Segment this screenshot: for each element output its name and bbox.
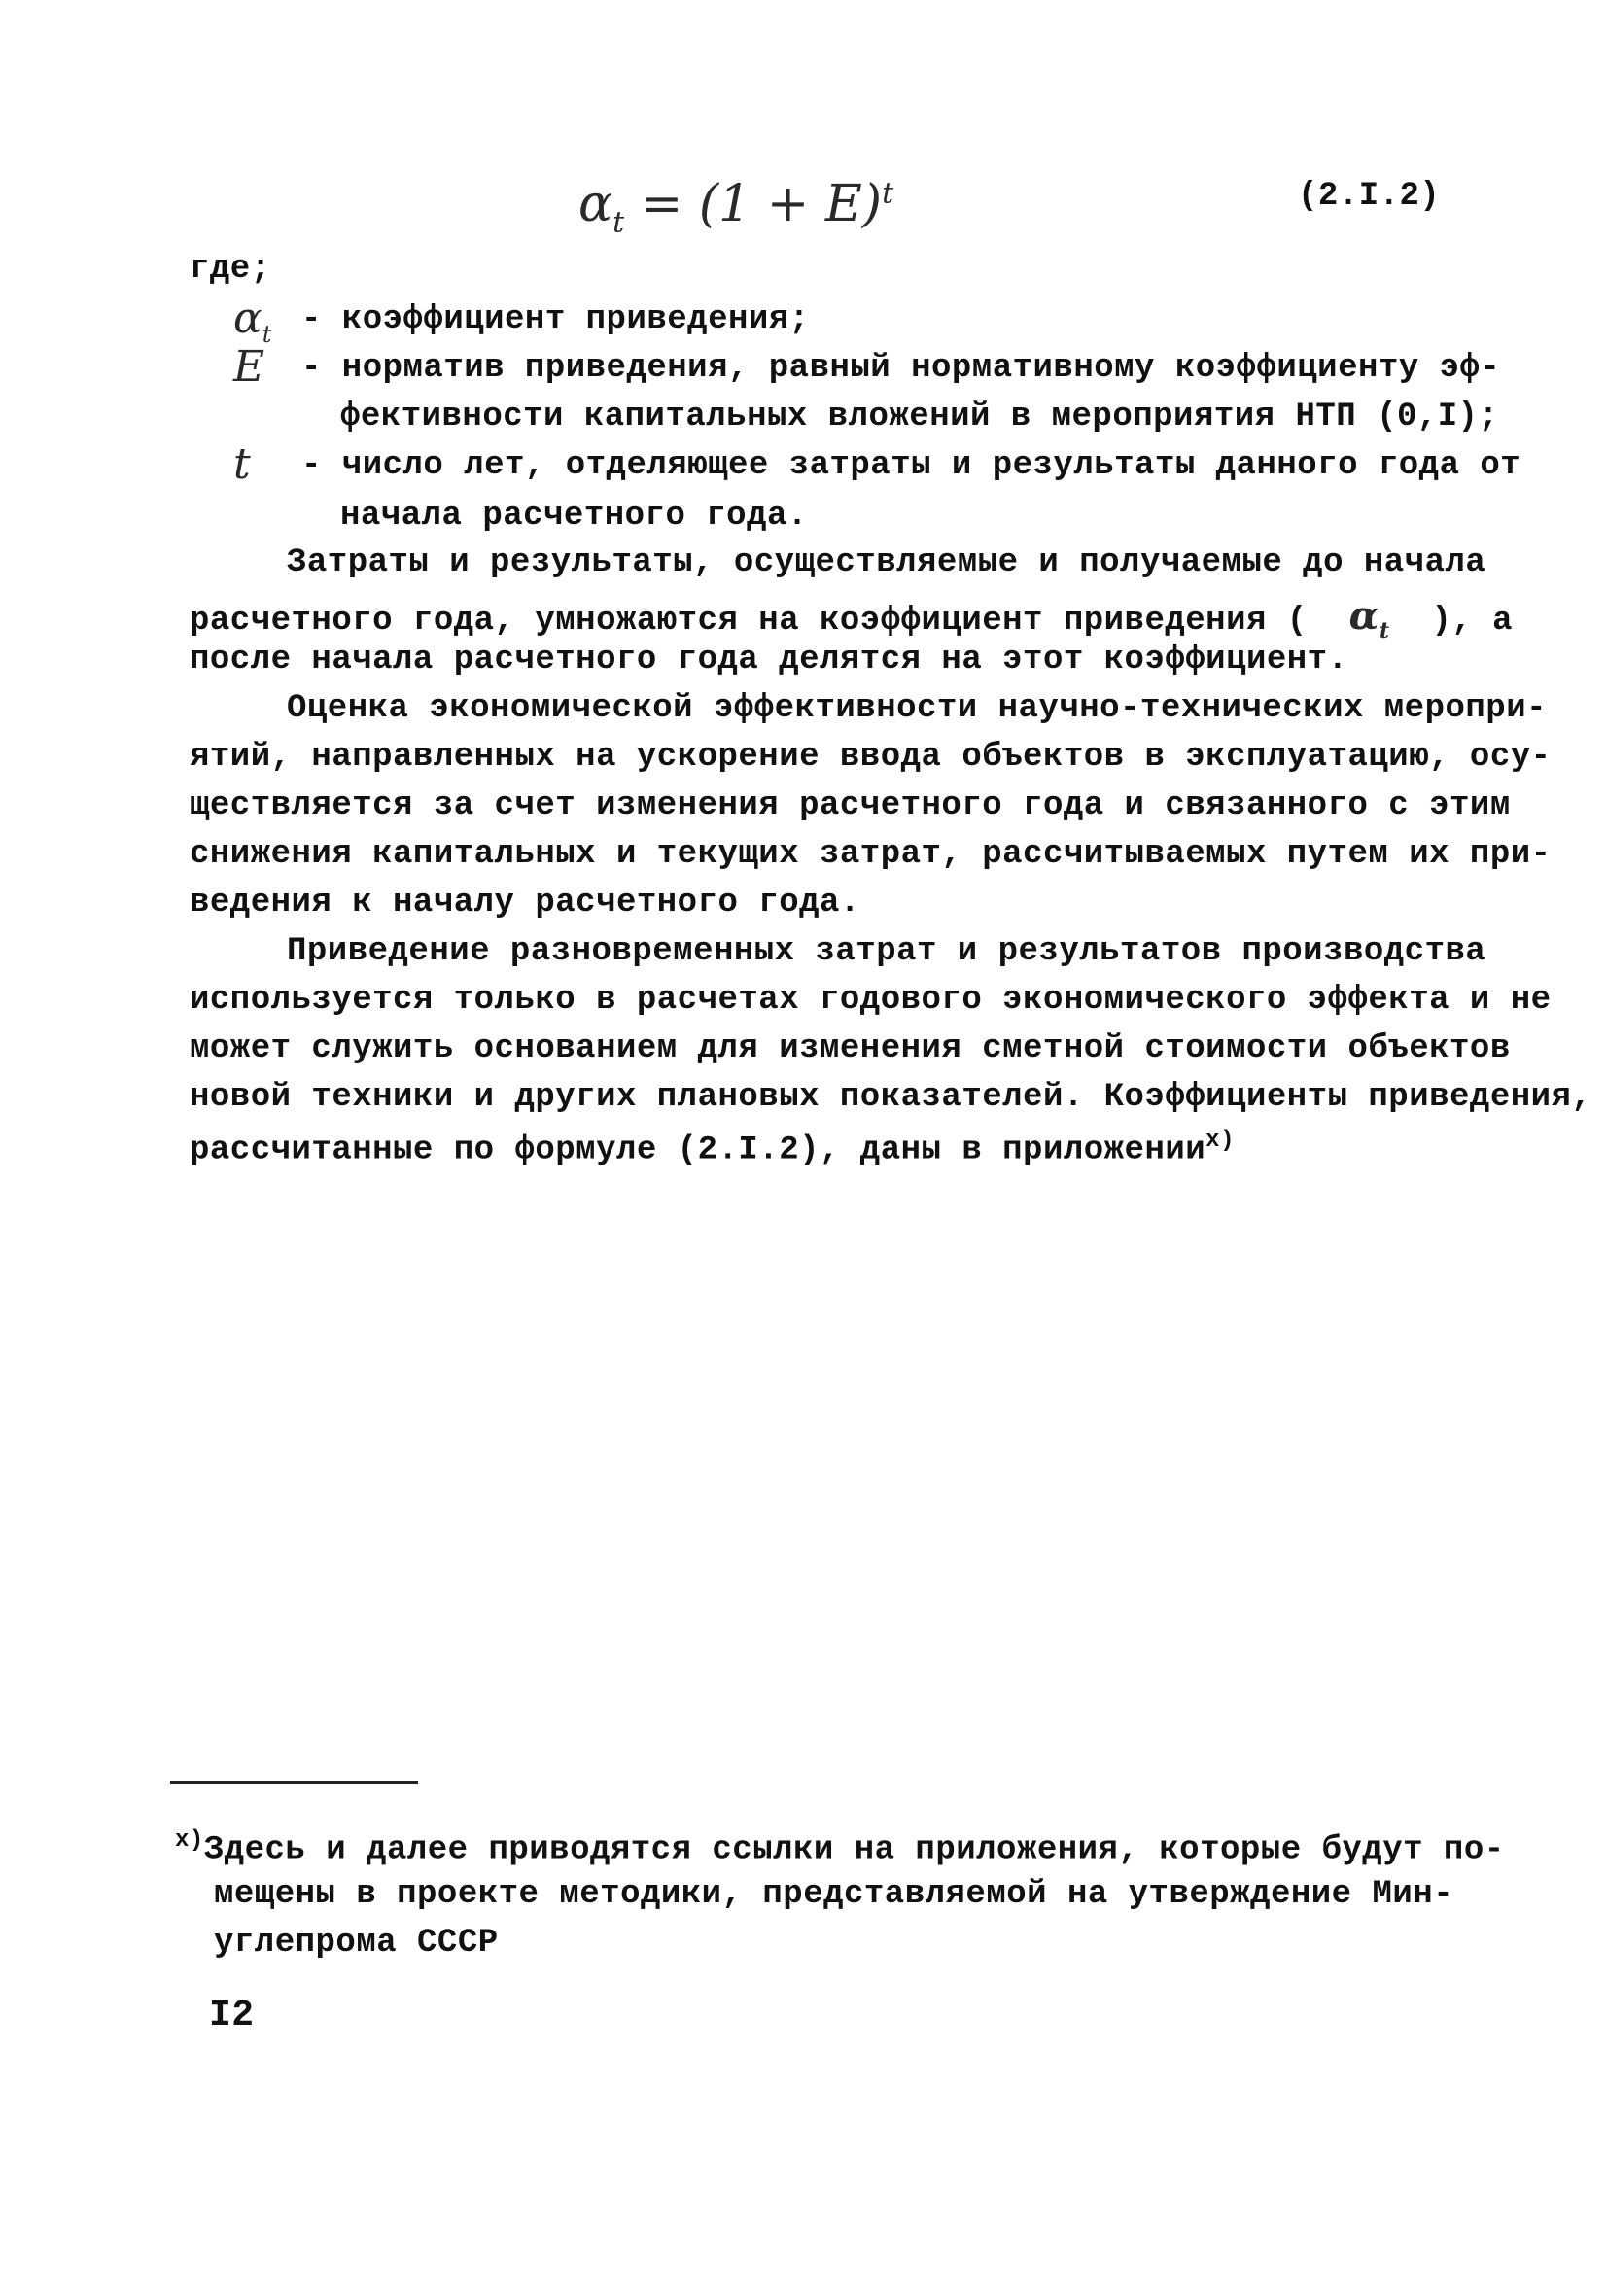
paragraph-2-line: ществляется за счет изменения расчетного года и связанного с этим — [190, 787, 1511, 824]
formula-exponent: t — [882, 176, 894, 211]
footnote-mark: х) — [175, 1827, 204, 1854]
footnote-line: мещены в проекте методики, представляемой на утверждение Мин- — [214, 1876, 1454, 1913]
inline-alpha-symbol: $\alpha_t$ — [1348, 593, 1390, 644]
definition-symbol: E — [233, 342, 265, 392]
definition-text: - коэффициент приведения; — [301, 301, 810, 338]
paragraph-3-line: новой техники и других плановых показателей. Коэффициенты приведения, — [190, 1079, 1592, 1116]
paragraph-1-line: Затраты и результаты, осуществляемые и получаемые до начала — [287, 544, 1486, 581]
paragraph-2-line: ведения к началу расчетного года. — [190, 885, 860, 922]
paragraph-2-line: ятий, направленных на ускорение ввода объектов в эксплуатацию, осу- — [190, 739, 1552, 776]
formula-rhs: = (1 + E) — [640, 175, 883, 233]
paragraph-2-line: снижения капитальных и текущих затрат, рассчитываемых путем их при- — [190, 836, 1552, 873]
formula-expression — [578, 175, 893, 239]
footnote-reference[interactable]: х) — [1205, 1128, 1235, 1154]
formula-number: (2.I.2) — [1298, 178, 1441, 215]
paragraph-3-line: используется только в расчетах годового экономического эффекта и не — [190, 982, 1552, 1019]
definition-text: - число лет, отделяющее затраты и результаты данного года от — [301, 447, 1521, 484]
paragraph-3-line: Приведение разновременных затрат и результатов производства — [287, 933, 1486, 970]
definition-text: - норматив приведения, равный нормативному коэффициенту эф- — [301, 350, 1501, 387]
paragraph-3-line: рассчитанные по формуле (2.I.2), даны в приложении$^{х)}$ — [190, 1128, 1235, 1169]
definition-symbol: t — [233, 439, 251, 489]
footnote-line: углепрома СССР — [214, 1925, 499, 1962]
paragraph-1-line: после начала расчетного года делятся на этот коэффициент. — [190, 642, 1348, 678]
definition-text-continued: фективности капитальных вложений в мероприятия НТП (0,I); — [340, 399, 1499, 435]
definition-symbol: $\alpha_t$ — [233, 294, 272, 348]
paragraph-2-line: Оценка экономической эффективности научно-технических меропри- — [287, 690, 1548, 727]
definition-text-continued: начала расчетного года. — [340, 498, 808, 535]
where-label: где; — [190, 251, 271, 288]
page-number: I2 — [209, 1995, 255, 2036]
footnote-divider — [170, 1781, 418, 1784]
formula-alpha-subscript: t — [612, 205, 625, 240]
footnote-line: $^{х)}$Здесь и далее приводятся ссылки на приложения, которые будут по- — [175, 1827, 1505, 1869]
paragraph-1-line: расчетного года, умножаются на коэффициент приведения ( $\alpha_t$ ), а — [190, 593, 1514, 644]
formula-alpha: α — [578, 175, 613, 233]
paragraph-3-line: может служить основанием для изменения сметной стоимости объектов — [190, 1030, 1511, 1067]
